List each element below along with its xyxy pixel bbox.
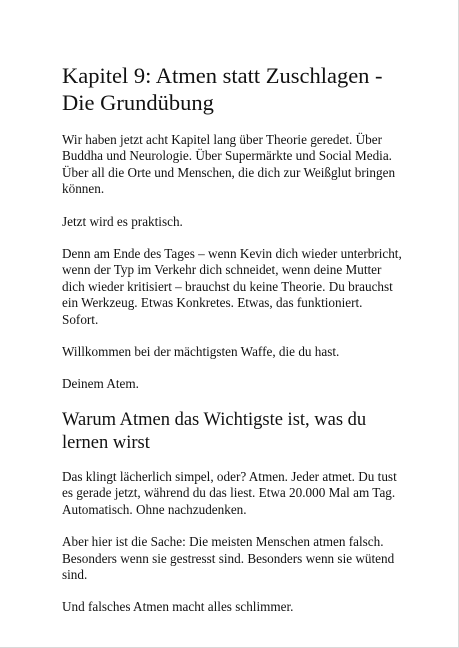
body-paragraph: Denn am Ende des Tages – wenn Kevin dich wieder unterbricht, wenn der Typ im Verkehr dich schneidet, wenn deine Mutter dich wieder kritisiert – brauchst du keine Theorie. Du brauchst ein Werkzeug. Etwas Konkretes. Etwas, das funktioniert. Sofort.: [62, 246, 402, 327]
body-paragraph: Wir haben jetzt acht Kapitel lang über Theorie geredet. Über Buddha und Neurologie. Über Supermärkte und Social Media. Über all die Orte und Menschen, die dich zur Weißglut bringen können.: [62, 132, 396, 197]
body-paragraph: Deinem Atem.: [62, 376, 139, 392]
section-heading: Warum Atmen das Wichtigste ist, was du lernen wirst: [62, 409, 367, 453]
body-paragraph: Aber hier ist die Sache: Die meisten Menschen atmen falsch. Besonders wenn sie gestresst sind. Besonders wenn sie wütend sind.: [62, 534, 395, 582]
chapter-title: Kapitel 9: Atmen statt Zuschlagen - Die Grundübung: [62, 63, 383, 115]
body-paragraph: Das klingt lächerlich simpel, oder? Atmen. Jeder atmet. Du tust es gerade jetzt, während du das liest. Etwa 20.000 Mal am Tag. Automatisch. Ohne nachzudenken.: [62, 468, 397, 517]
page-content: [62, 62, 402, 632]
body-paragraph: Und falsches Atmen macht alles schlimmer.: [62, 599, 294, 615]
body-paragraph: Jetzt wird es praktisch.: [62, 213, 183, 229]
body-paragraph: Willkommen bei der mächtigsten Waffe, die du hast.: [62, 344, 340, 360]
